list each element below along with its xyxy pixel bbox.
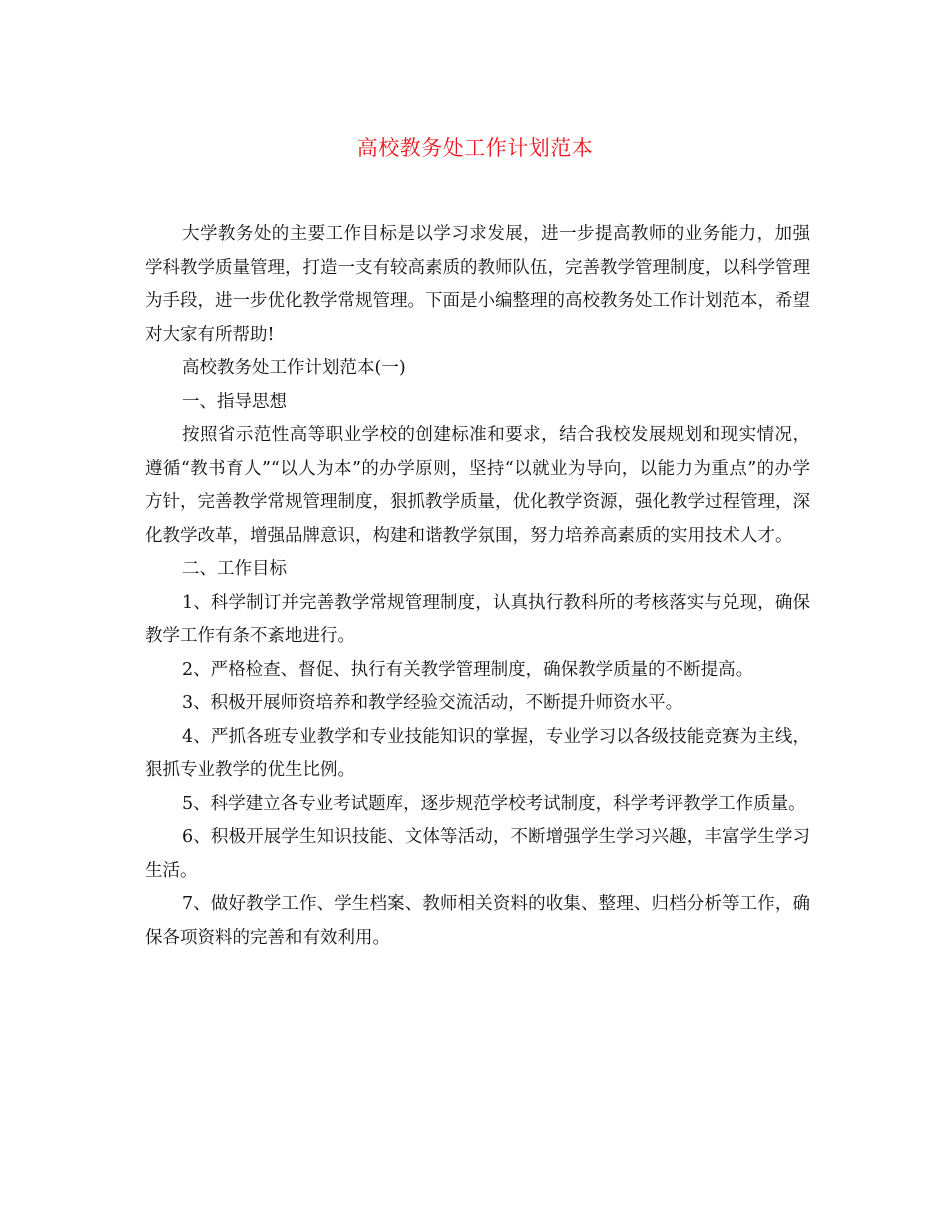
section-heading-plan-one: 高校教务处工作计划范本(一) — [182, 358, 406, 378]
goal-item-6: 6、积极开展学生知识技能、文体等活动，不断增强学生学习兴趣，丰富学生学习生活。 — [145, 827, 810, 881]
document-body — [145, 218, 810, 955]
goal-item-7: 7、做好教学工作、学生档案、教师相关资料的收集、整理、归档分析等工作，确保各项资料的完善和有效利用。 — [145, 894, 810, 948]
goal-item-5: 5、科学建立各专业考试题库，逐步规范学校考试制度，科学考评教学工作质量。 — [182, 793, 806, 814]
guiding-ideology-paragraph: 按照省示范性高等职业学校的创建标准和要求，结合我校发展规划和现实情况，遵循“教书育人”“以人为本”的办学原则，坚持“以就业为导向，以能力为重点”的办学方针，完善教学常规管理制度，狠抓教学质量，优化教学资源，强化教学过程管理，深化教学改革，增强品牌意识，构建和谐教学氛围，努力培养高素质的实用技术人才。 — [145, 425, 810, 546]
goal-item-3: 3、积极开展师资培养和教学经验交流活动，不断提升师资水平。 — [182, 693, 684, 713]
document-title: 高校教务处工作计划范本 — [356, 136, 594, 160]
goal-item-2: 2、严格检查、督促、执行有关教学管理制度，确保教学质量的不断提高。 — [182, 659, 754, 680]
intro-paragraph: 大学教务处的主要工作目标是以学习求发展，进一步提高教师的业务能力，加强学科教学质量管理，打造一支有较高素质的教师队伍，完善教学管理制度，以科学管理为手段，进一步优化教学常规管理。下面是小编整理的高校教务处工作计划范本，希望对大家有所帮助! — [145, 224, 810, 345]
goal-item-1: 1、科学制订并完善教学常规管理制度，认真执行教科所的考核落实与兑现，确保教学工作有条不紊地进行。 — [145, 592, 810, 646]
heading-guiding-ideology: 一、指导思想 — [182, 391, 287, 412]
heading-work-goals: 二、工作目标 — [182, 559, 287, 579]
goal-item-4: 4、严抓各班专业教学和专业技能知识的掌握，专业学习以各级技能竞赛为主线，狠抓专业教学的优生比例。 — [145, 726, 810, 780]
